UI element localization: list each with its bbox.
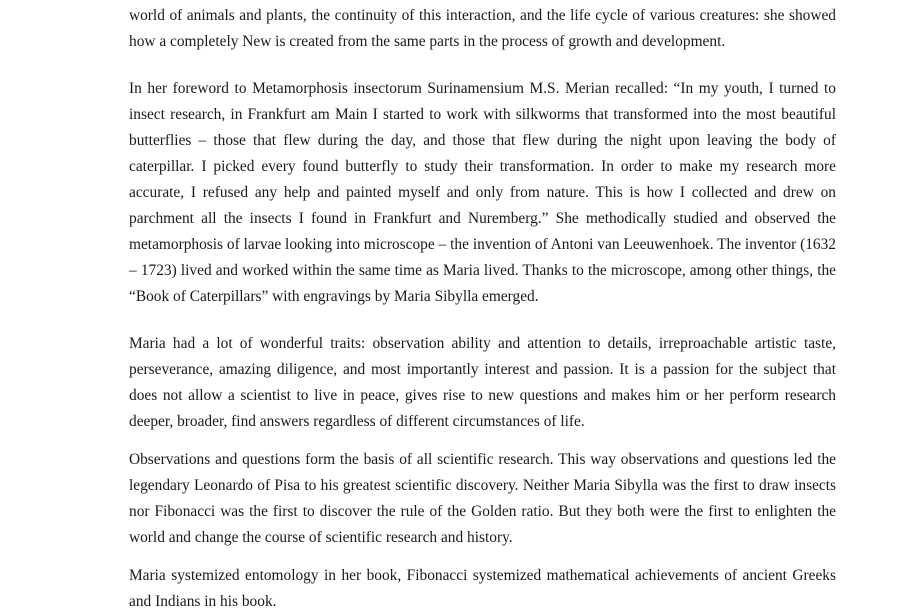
paragraph-life-cycle: world of animals and plants, the continuity of this interaction, and the life cycle of various creatures: she showed how a completely New is created from the same parts in the process of growth and development. <box>129 7 836 50</box>
paragraph-systemized: Maria systemized entomology in her book, Fibonacci systemized mathematical achievements of ancient Greeks and Indians in his book. <box>129 567 836 610</box>
paragraph-maria-traits: Maria had a lot of wonderful traits: observation ability and attention to details, irreproachable artistic taste, perseverance, amazing diligence, and most importantly interest and passion. It is a passion for the subject that does not allow a scientist to live in peace, gives rise to new questions and makes him or her perform research deeper, broader, find answers regardless of different circumstances of life. <box>129 335 836 430</box>
paragraph-observations: Observations and questions form the basis of all scientific research. This way observations and questions led the legendary Leonardo of Pisa to his greatest scientific discovery. Neither Maria Sibylla was the first to draw insects nor Fibonacci was the first to discover the rule of the Golden ratio. But they both were the first to enlighten the world and change the course of scientific research and history. <box>129 451 836 546</box>
document-page <box>129 3 836 615</box>
paragraph-merian-foreword: In her foreword to Metamorphosis insectorum Surinamensium M.S. Merian recalled: “In my youth, I turned to insect research, in Frankfurt am Main I started to work with silkworms that transformed into the most beautiful butterflies – those that flew during the day, and those that flew during the night upon leaving the body of caterpillar. I picked every found butterfly to study their transformation. In order to make my research more accurate, I refused any help and painted myself and only from nature. This is how I collected and drew on parchment all the insects I found in Frankfurt and Nuremberg.” She methodically studied and observed the metamorphosis of larvae looking into microscope – the invention of Antoni van Leeuwenhoek. The inventor (1632 – 1723) lived and worked within the same time as Maria lived. Thanks to the microscope, among other things, the “Book of Caterpillars” with engravings by Maria Sibylla emerged. <box>129 80 836 305</box>
